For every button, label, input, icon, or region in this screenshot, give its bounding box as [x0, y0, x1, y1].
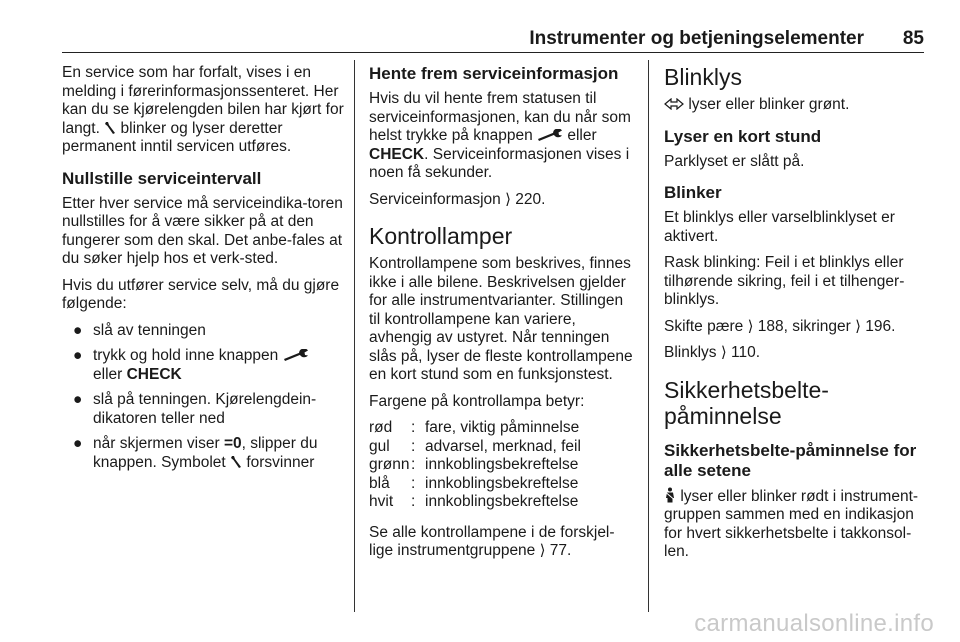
paragraph: Hvis du vil hente frem statusen til serviceinformasjonen, kan du når som helst trykke på knappen eller CHECK. Serviceinformasjonen vises i noen få sekunder. [369, 90, 631, 181]
cross-reference[interactable]: Se alle kontrollampene i de forskjel-lige instrumentgruppene ⟩ 77. [369, 523, 615, 559]
color-name: grønn [369, 456, 410, 473]
page-number: 85 [902, 28, 924, 49]
paragraph: Hvis du utfører service selv, må du gjøre følgende: [62, 276, 340, 312]
section-title: Kontrollamper [369, 223, 513, 249]
color-sep: : [411, 437, 416, 455]
cross-reference[interactable]: Skifte pære ⟩ 188, sikringer ⟩ 196. [664, 317, 896, 335]
color-sep: : [411, 474, 416, 492]
cross-reference[interactable]: Serviceinformasjon ⟩ 220. [369, 190, 546, 208]
seatbelt-icon [664, 487, 676, 503]
color-meaning: innkoblingsbekreftelse [425, 493, 579, 510]
list-item: ● trykk og hold inne knappen eller CHECK [62, 347, 347, 384]
color-meaning-table [369, 419, 581, 512]
color-row [369, 493, 581, 512]
section-heading: Hente frem serviceinformasjon [369, 64, 619, 83]
paragraph: Fargene på kontrollampa betyr: [369, 392, 585, 410]
column-divider [354, 60, 355, 612]
list-item: ● slå av tenningen [73, 321, 206, 339]
color-row [369, 419, 581, 438]
color-row [369, 438, 581, 457]
color-name: gul [369, 437, 390, 455]
paragraph: Kontrollampene som beskrives, finnes ikke i alle bilene. Beskrivelsen gjelder for alle instrumentvarianter. Stillingen til kontrollampene kan variere, avhengig av ustyret. Når tenningen slås på, lyser de fleste kontrollampene en kort stund som en funksjonstest. [369, 255, 633, 383]
subsection-heading: Blinker [664, 183, 722, 202]
color-name: blå [369, 474, 390, 492]
color-meaning: innkoblingsbekreftelse [425, 474, 579, 492]
cross-reference[interactable]: Blinklys ⟩ 110. [664, 344, 761, 361]
page-title: Instrumenter og betjeningselementer [529, 28, 864, 49]
color-meaning: fare, viktig påminnelse [425, 419, 580, 436]
color-sep: : [411, 456, 416, 473]
paragraph: Rask blinking: Feil i et blinklys eller tilhørende sikring, feil i et tilhenger-blinklys. [664, 254, 905, 308]
wrench-button-icon [283, 349, 309, 361]
page-header [62, 28, 924, 53]
list-item: ● når skjermen viser =0, slipper du knappen. Symbolet forsvinner [73, 435, 318, 471]
subsection-heading: Sikkerhetsbelte-påminnelse for alle setene [664, 440, 917, 480]
paragraph: Et blinklys eller varselblinklyset er aktivert. [664, 209, 895, 245]
color-sep: : [411, 493, 416, 510]
spanner-icon [104, 121, 116, 135]
column-2 [369, 64, 637, 569]
list-item: ● slå på tenningen. Kjørelengdein-dikatoren teller ned [73, 391, 317, 427]
arrow-ref-icon: ⟩ [539, 542, 546, 559]
color-row [369, 475, 581, 494]
column-1 [62, 64, 347, 479]
column-3 [664, 64, 932, 570]
turn-signal-icon [664, 98, 684, 110]
arrow-ref-icon: ⟩ [720, 344, 727, 361]
section-title: Sikkerhetsbelte-påminnelse [664, 376, 829, 429]
section-heading: Nullstille serviceintervall [62, 168, 262, 188]
intro-paragraph: En service som har forfalt, vises i en melding i førerinformasjonssenteret. Her kan du se kjørelengden bilen har kjørt for langt. blinker og lyser deretter permanent inntil servicen utføres. [62, 64, 344, 155]
color-meaning: innkoblingsbekreftelse [425, 456, 579, 473]
section-title: Blinklys [664, 64, 742, 90]
column-divider [648, 60, 649, 612]
color-name: hvit [369, 493, 394, 510]
arrow-ref-icon: ⟩ [747, 317, 754, 335]
spanner-icon [230, 455, 242, 469]
paragraph: lyser eller blinker grønt. [664, 96, 932, 115]
subsection-heading: Lyser en kort stund [664, 126, 822, 146]
color-sep: : [411, 419, 416, 436]
arrow-ref-icon: ⟩ [855, 317, 861, 335]
paragraph: Parklyset er slått på. [664, 152, 805, 170]
steps-list [62, 322, 347, 473]
color-name: rød [369, 419, 393, 436]
wrench-button-icon [537, 129, 563, 141]
color-meaning: advarsel, merknad, feil [425, 437, 581, 455]
arrow-ref-icon: ⟩ [505, 190, 511, 208]
watermark: carmanualsonline.info [694, 610, 934, 637]
paragraph: lyser eller blinker rødt i instrument-gruppen sammen med en indikasjon for hvert sikkerhetsbelte i takkonsol-len. [664, 487, 919, 560]
paragraph: Etter hver service må serviceindika-toren nullstilles for å være sikker på at den fungerer som den skal. Det anbe-fales at du søker hjelp hos et verk-sted. [62, 194, 343, 267]
color-row [369, 456, 581, 475]
